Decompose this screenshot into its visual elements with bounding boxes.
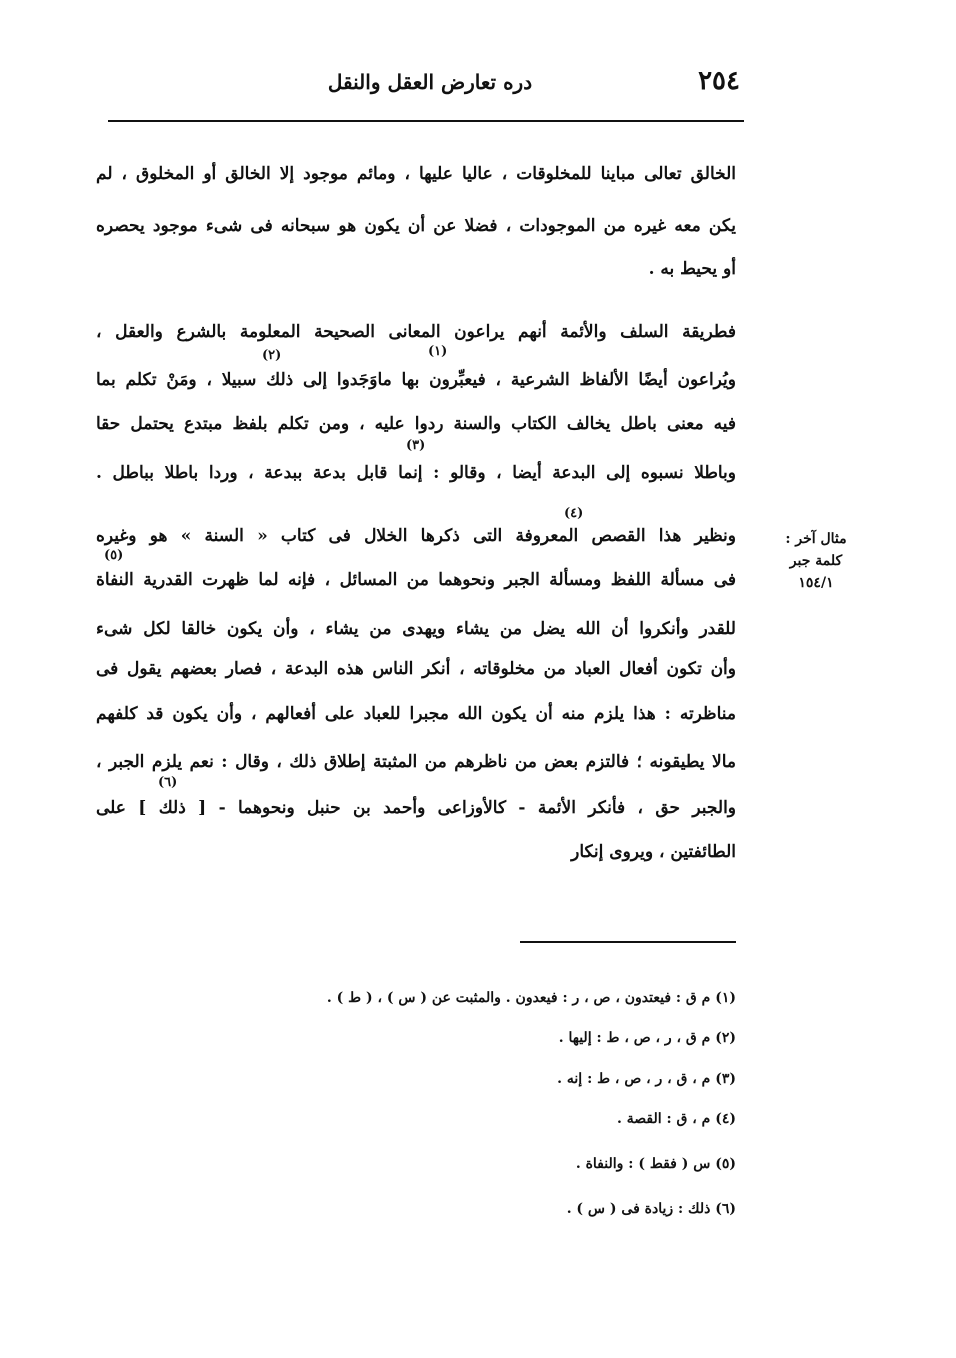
page-number: ٢٥٤	[698, 66, 740, 96]
footnote-5: (٥) س ( فقط ) : والنفاة .	[575, 1156, 736, 1172]
paragraph-3-line-3: للقدر وأنكروا أن الله يضل من يشاء ويهدى من يشاء ، وأن يكون خالقا لكل شىء	[96, 619, 736, 639]
paragraph-1-line-3: أو يحيط به .	[648, 259, 736, 279]
paragraph-3-line-5: مناظرته : هذا يلزم منه أن يكون الله مجبرا للعباد على أفعالهم ، وأن يكون قد كلفهم	[96, 704, 736, 724]
margin-note-line-2: كلمة جبر	[789, 553, 843, 569]
paragraph-3-line-8: الطائفتين ، ويروى إنكار	[571, 842, 736, 862]
footnote-ref-1: (١)	[428, 344, 448, 359]
paragraph-3-line-4: وأن تكون أفعال العباد من مخلوقاته ، أنكر الناس هذه البدعة ، فصار بعضهم يقول فى	[96, 659, 736, 679]
paragraph-3-line-7: والجبر حق ، فأنكر الأئمة - كالأوزاعى وأحمد بن حنبل ونحوهما - [ ذلك ] على	[96, 798, 736, 818]
paragraph-1-line-1: الخالق تعالى مباينا للمخلوقات ، عاليا عليها ، ومائم موجود إلا الخالق أو المخلوق ، لم	[96, 164, 736, 184]
paragraph-1-line-2: يكن معه غيره من الموجودات ، فضلا عن أن يكون هو سبحانه فى شىء موجود يحصره	[96, 216, 736, 236]
margin-note-line-3: ١٥٤/١	[798, 575, 834, 591]
header-divider	[108, 120, 744, 122]
footnote-ref-4: (٤)	[564, 506, 584, 521]
footnote-2: (٢) م ق ، ر ، ص ، ط : إليها .	[558, 1030, 736, 1046]
paragraph-2-line-2: ويُراعون أيضًا الألفاظ الشرعية ، فيعبِّرون بها ماوَجَدوا إلى ذلك سبيلا ، ومَنْ تكلم بما	[96, 370, 736, 390]
paragraph-3-line-6: مالا يطيقونه ؛ فالتزم بعض من ناظرهم من المثبتة إطلاق ذلك ، وقال : نعم يلزم الجبر ،	[96, 752, 736, 772]
footnote-ref-3: (٣)	[406, 438, 426, 453]
margin-note-line-1: مثال آخر :	[785, 531, 847, 547]
footnote-ref-5: (٥)	[104, 548, 124, 563]
paragraph-3-line-1: ونظير هذا القصص المعروفة التى ذكرها الخلال فى كتاب « السنة » هو وغيره	[96, 526, 736, 546]
footnote-6: (٦) ذلك : زيادة فى ( س ) .	[566, 1201, 736, 1217]
paragraph-2-line-4: وباطلا نسبوه إلى البدعة أيضا ، وقالو : إنما قابل بدعة ببدعة ، وردا باطلا بباطل .	[96, 463, 736, 483]
paragraph-2-line-1: فطريقة السلف والأئمة أنهم يراعون المعانى الصحيحة المعلومة بالشرع والعقل ،	[96, 322, 736, 342]
footnote-ref-2: (٢)	[262, 348, 282, 363]
footnote-3: (٣) م ، ق ، ر ، ص ، ط : إنه .	[557, 1071, 736, 1087]
footnote-ref-6: (٦)	[158, 775, 178, 790]
paragraph-3-line-2: فى مسألة اللفظ ومسألة الجبر ونحوهما من المسائل ، فإنه لما ظهرت القدرية النفاة	[96, 570, 736, 590]
footnote-1: (١) م ق : فيعتدون ، ص ، ر : فيعدون . والمثبت عن ( س ) ، ( ط ) .	[326, 990, 736, 1006]
footnote-4: (٤) م ، ق : القصة .	[617, 1111, 736, 1127]
paragraph-2-line-3: فيه معنى باطل يخالف الكتاب والسنة ردوا عليه ، ومن تكلم بلفظ مبتدع يحتمل حقا	[96, 414, 736, 434]
running-header-title: دره تعارض العقل والنقل	[327, 70, 533, 94]
footnote-divider	[520, 941, 736, 943]
margin-note	[778, 528, 854, 594]
